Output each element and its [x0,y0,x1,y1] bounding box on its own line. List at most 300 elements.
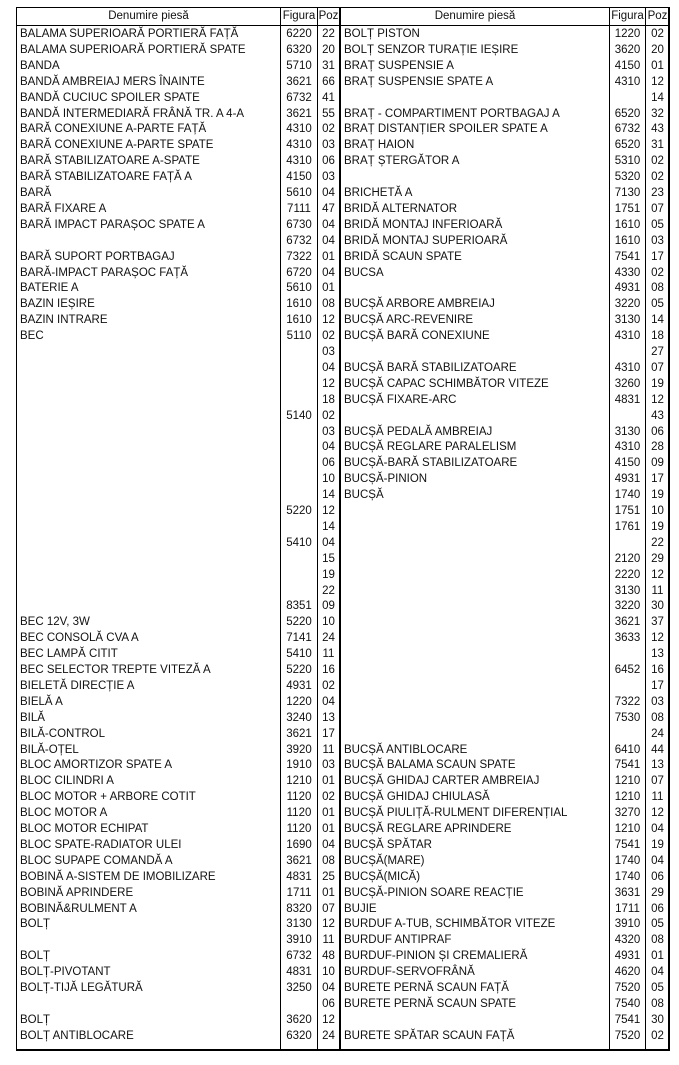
figure-number: 4150 [614,59,641,72]
part-name [17,376,283,392]
figure-number: 7322 [286,250,312,263]
position-number: 48 [322,950,335,963]
position-number: 11 [322,743,335,756]
part-name: BLOC CILINDRI A [20,775,114,788]
part-name: BUJIE [344,902,377,915]
position-number: 17 [651,473,664,486]
figure-number: 2120 [614,552,641,565]
part-name [17,344,283,360]
part-name [341,614,612,630]
position-number: 10 [322,616,335,629]
part-name: BARĂ CONEXIUNE A-PARTE SPATE [20,139,214,152]
figure-number: 1610 [286,298,312,311]
part-name: BURDUF ANTIPRAF [344,934,452,947]
position-number: 02 [322,330,335,343]
part-name [341,1012,612,1028]
figure-number: 1120 [286,791,312,804]
position-number: 32 [651,107,664,120]
figure-number: 3910 [614,918,641,931]
figure-number: 4150 [614,457,641,470]
position-number: 06 [651,870,664,883]
position-number: 03 [322,759,335,772]
part-name: BOBINĂ&RULMENT A [20,902,137,915]
part-name: BUCȘĂ FIXARE-ARC [344,393,457,406]
part-name [17,471,283,487]
position-number: 20 [322,43,335,56]
figure-number: 1120 [286,823,312,835]
part-name [17,424,283,440]
part-name: BOBINĂ APRINDERE [20,886,134,899]
figure-number [281,439,317,455]
position-number: 02 [322,679,335,692]
figure-number: 4310 [614,330,641,343]
part-name: BUCȘĂ(MICĂ) [344,870,421,883]
position-number: 02 [651,28,664,40]
position-number: 19 [651,520,664,533]
figure-number: 4931 [286,679,312,692]
part-name [17,360,283,376]
figure-number: 4931 [614,282,641,295]
part-name: BUCȘĂ BALAMA SCAUN SPATE [344,759,516,772]
figure-number: 4931 [614,473,641,486]
part-name: BLOC MOTOR + ARBORE COTIT [20,791,196,804]
figure-number: 5410 [286,648,312,661]
part-name: BURETE PERNĂ SCAUN FAȚĂ [344,982,509,994]
figure-number: 6520 [614,139,641,152]
figure-number [281,424,317,440]
part-name: BANDĂ INTERMEDIARĂ FRÂNĂ TR. A 4-A [20,107,245,120]
figure-number: 4310 [614,441,641,454]
figure-number: 1740 [614,870,641,883]
figure-number: 5320 [614,171,641,184]
part-name: BARĂ SUPORT PORTBAGAJ [20,250,175,263]
part-name: BEC 12V, 3W [20,616,90,629]
figure-number: 4931 [614,950,641,963]
left-header-figura: Figura [282,10,316,22]
position-number: 10 [322,966,335,979]
figure-number [281,360,317,376]
part-name: BURETE PERNĂ SCAUN SPATE [344,997,517,1010]
position-number: 18 [651,330,664,343]
figure-number: 1711 [615,902,640,915]
position-number: 12 [322,505,335,517]
position-number: 16 [322,664,335,676]
part-name: BUCȘĂ GHIDAJ CHIULASĂ [344,791,490,804]
position-number: 15 [322,552,335,565]
figure-number: 7541 [614,838,641,851]
figure-number: 3621 [286,727,312,740]
position-number: 03 [322,346,335,358]
position-number: 18 [322,393,335,406]
part-name: BOLȚ-TIJĂ LEGĂTURĂ [20,982,143,994]
figure-number: 3633 [614,632,641,645]
right-header-name: Denumire piesă [434,10,516,22]
part-name: BARĂ [20,187,52,199]
figure-number: 8320 [286,902,312,915]
part-name [341,710,612,726]
figure-number: 1220 [286,695,312,708]
part-name: BEC CONSOLĂ CVA A [20,632,139,645]
figure-number: 3621 [614,616,641,629]
part-name [341,567,612,583]
position-number: 12 [322,314,335,327]
position-number: 43 [651,409,664,422]
part-name [341,598,612,614]
part-name: BATERIE A [20,282,79,295]
figure-number: 4831 [286,966,312,979]
figure-number: 3130 [614,425,641,438]
position-number: 19 [651,838,664,851]
position-number: 20 [651,43,664,56]
figure-number [281,471,317,487]
parts-index-table [16,7,670,1051]
figure-number: 6320 [286,1029,312,1042]
part-name: BOLȚ [20,950,51,963]
figure-number: 7541 [614,250,641,263]
position-number: 05 [651,918,664,931]
figure-number: 7540 [614,997,641,1010]
figure-number: 6410 [614,743,641,756]
figure-number: 1610 [614,234,641,247]
position-number: 01 [322,282,335,295]
position-number: 11 [651,584,664,597]
part-name [341,280,612,296]
position-number: 09 [322,600,335,613]
figure-number: 3220 [614,600,641,613]
figure-number: 4150 [286,171,312,184]
part-name: BARĂ STABILIZATOARE A-SPATE [20,155,200,168]
figure-number [281,487,317,503]
part-name [17,996,283,1012]
figure-number: 3621 [286,75,312,88]
position-number: 05 [651,298,664,311]
position-number: 11 [322,934,335,947]
position-number: 02 [651,171,664,184]
position-number: 16 [651,664,664,676]
part-name: BUCȘĂ-PINION SOARE REACȚIE [344,886,524,899]
position-number: 08 [651,282,664,295]
position-number: 29 [651,886,664,899]
figure-number: 4310 [286,123,312,136]
position-number: 01 [322,250,335,263]
figure-number: 6220 [286,28,312,40]
figure-number [610,535,645,551]
figure-number [610,726,645,742]
position-number: 04 [322,838,335,851]
part-name: BILĂ-OȚEL [20,743,79,756]
part-name [17,408,283,424]
part-name: BRAȚ - COMPARTIMENT PORTBAGAJ A [344,107,560,120]
position-number: 01 [322,823,335,835]
part-name: BARĂ-IMPACT PARAȘOC FAȚĂ [20,266,189,279]
part-name: BRAȚ ȘTERGĂTOR A [344,155,460,168]
figure-number: 1910 [286,759,312,772]
part-name: BILĂ [20,711,45,724]
position-number: 02 [651,266,664,279]
part-name [341,662,612,678]
figure-number: 4310 [286,155,312,168]
figure-number: 3270 [614,807,641,820]
part-name: BARĂ STABILIZATOARE FAȚĂ A [20,171,192,184]
figure-number: 3220 [614,298,641,311]
figure-number: 3910 [286,934,312,947]
part-name: BARĂ IMPACT PARAȘOC SPATE A [20,218,205,231]
part-name [341,630,612,646]
part-name [17,932,283,948]
position-number: 13 [651,759,664,772]
part-name: BUCȘĂ-PINION [344,473,428,486]
figure-number: 5310 [614,155,641,168]
part-name [17,233,283,249]
part-name: BARĂ FIXARE A [20,202,107,215]
part-name: BRAȚ DISTANȚIER SPOILER SPATE A [344,123,548,136]
figure-number: 1690 [286,838,312,851]
figure-number: 1210 [286,775,312,788]
position-number: 02 [651,155,664,168]
position-number: 12 [651,807,664,820]
position-number: 06 [651,425,664,438]
position-number: 19 [651,489,664,502]
position-number: 19 [322,568,335,581]
figure-number [610,90,645,106]
figure-number: 6452 [614,664,641,676]
figure-number: 1751 [614,505,641,517]
left-header-name: Denumire piesă [108,10,189,22]
figure-number: 1220 [614,28,641,40]
figure-number: 3130 [614,584,641,597]
part-name: BOLȚ [20,1013,51,1026]
part-name: BOLȚ ANTIBLOCARE [20,1029,134,1042]
position-number: 04 [651,854,664,867]
position-number: 14 [651,91,664,104]
figure-number: 6520 [614,107,641,120]
figure-number [281,996,317,1012]
figure-number: 3631 [614,886,641,899]
part-name: BUCȘĂ-BARĂ STABILIZATOARE [344,457,518,470]
figure-number: 5110 [286,330,312,343]
part-name: BRAȚ HAION [344,139,415,152]
figure-number: 3250 [286,982,312,994]
figure-number: 5220 [286,616,312,629]
figure-number: 3920 [286,743,312,756]
part-name: BLOC MOTOR ECHIPAT [20,823,149,835]
part-name: BUCȘĂ(MARE) [344,854,425,867]
position-number: 24 [651,727,664,740]
part-name: BUCȘĂ PEDALĂ AMBREIAJ [344,425,493,438]
figure-number [610,646,645,662]
part-name [17,392,283,408]
part-name: BIELĂ A [20,695,63,708]
part-name: BEC [20,330,44,343]
part-name: BUCȘĂ CAPAC SCHIMBĂTOR VITEZE [344,377,549,390]
part-name: BUCȘĂ ARC-REVENIRE [344,314,474,327]
position-number: 22 [322,584,335,597]
part-name [341,90,612,106]
figure-number: 2220 [614,568,641,581]
position-number: 08 [322,298,335,311]
figure-number [610,408,645,424]
figure-number: 3130 [614,314,641,327]
part-name: BURDUF-SERVOFRÂNĂ [344,966,475,979]
position-number: 07 [322,902,335,915]
part-name: BRIDĂ SCAUN SPATE [344,250,462,263]
figure-number: 4310 [614,75,641,88]
position-number: 27 [651,346,664,358]
part-name: BALAMA SUPERIOARĂ PORTIERĂ SPATE [20,43,246,56]
part-name [17,567,283,583]
part-name: BALAMA SUPERIOARĂ PORTIERĂ FAȚĂ [20,28,239,40]
position-number: 25 [322,870,335,883]
part-name: BUCȘĂ ANTIBLOCARE [344,743,468,756]
part-name [341,726,612,742]
position-number: 37 [651,616,664,629]
part-name [341,169,612,185]
position-number: 03 [651,234,664,247]
figure-number: 3240 [286,711,312,724]
figure-number [281,392,317,408]
figure-number: 3620 [286,1013,312,1026]
part-name: BIELETĂ DIRECȚIE A [20,679,135,692]
position-number: 12 [322,377,335,390]
part-name: BURDUF A-TUB, SCHIMBĂTOR VITEZE [344,918,556,931]
part-name [17,519,283,535]
position-number: 24 [322,632,335,645]
position-number: 12 [651,568,664,581]
position-number: 04 [651,966,664,979]
part-name: BOLȚ PISTON [344,28,420,40]
position-number: 04 [322,218,335,231]
position-number: 30 [651,1013,664,1026]
part-name: BRICHETĂ A [344,187,413,199]
part-name: BAZIN IEȘIRE [20,298,95,311]
part-name [17,598,283,614]
position-number: 12 [651,632,664,645]
position-number: 10 [651,505,664,517]
position-number: 11 [651,791,664,804]
position-number: 47 [322,202,335,215]
part-name: BURETE SPĂTAR SCAUN FAȚĂ [344,1029,515,1042]
position-number: 19 [651,377,664,390]
figure-number: 1740 [614,854,641,867]
figure-number: 5710 [286,59,312,72]
left-header-poz: Poz [318,10,339,22]
position-number: 04 [322,266,335,279]
figure-number: 7541 [614,1013,641,1026]
position-number: 44 [651,743,664,756]
figure-number: 7322 [614,695,641,708]
figure-number: 1740 [614,489,641,502]
figure-number: 5410 [286,536,312,549]
position-number: 14 [322,489,335,502]
part-name [341,535,612,551]
figure-number: 5220 [286,505,312,517]
position-number: 04 [322,982,335,994]
figure-number: 1711 [286,886,312,899]
part-name [17,503,283,519]
part-name [17,583,283,599]
figure-number: 6732 [286,234,312,247]
position-number: 12 [651,393,664,406]
position-number: 14 [322,520,335,533]
part-name: BRAȚ SUSPENSIE A [344,59,454,72]
position-number: 06 [322,997,335,1010]
position-number: 41 [322,91,335,104]
position-number: 03 [651,695,664,708]
figure-number: 7141 [286,632,312,645]
position-number: 07 [651,202,664,215]
part-name: BUCȘĂ GHIDAJ CARTER AMBREIAJ [344,775,540,788]
part-name: BUCSA [344,266,384,279]
part-name: BOLȚ SENZOR TURAȚIE IEȘIRE [344,43,519,56]
part-name: BRIDĂ ALTERNATOR [344,202,458,215]
position-number: 09 [651,457,664,470]
position-number: 04 [322,441,335,454]
position-number: 29 [651,552,664,565]
position-number: 12 [322,918,335,931]
figure-number: 5220 [286,664,312,676]
figure-number [281,455,317,471]
part-name [341,344,612,360]
position-number: 02 [651,1029,664,1042]
position-number: 13 [322,711,335,724]
position-number: 05 [651,218,664,231]
position-number: 30 [651,600,664,613]
figure-number: 4831 [286,870,312,883]
part-name: BLOC SUPAPE COMANDĂ A [20,854,173,867]
part-name: BILĂ-CONTROL [20,727,105,740]
figure-number: 3621 [286,854,312,867]
position-number: 02 [322,409,335,422]
part-name [17,551,283,567]
position-number: 02 [322,791,335,804]
part-name [341,551,612,567]
part-name: BLOC SPATE-RADIATOR ULEI [20,838,182,851]
position-number: 08 [651,997,664,1010]
position-number: 03 [322,425,335,438]
right-header-poz: Poz [647,10,668,22]
figure-number: 5610 [286,187,312,199]
part-name [341,583,612,599]
part-name: BLOC AMORTIZOR SPATE A [20,759,173,772]
part-name: BUCȘĂ BARĂ STABILIZATOARE [344,361,517,374]
position-number: 07 [651,775,664,788]
position-number: 03 [322,139,335,152]
figure-number: 7530 [614,711,641,724]
part-name: BURDUF-PINION ȘI CREMALIERĂ [344,950,528,963]
part-name: BUCȘĂ REGLARE PARALELISM [344,441,517,454]
position-number: 07 [651,361,664,374]
position-number: 04 [651,823,664,835]
figure-number: 4310 [286,139,312,152]
figure-number: 1210 [614,791,641,804]
position-number: 02 [322,123,335,136]
position-number: 06 [322,457,335,470]
figure-number: 4310 [614,361,641,374]
figure-number: 6320 [286,43,312,56]
position-number: 05 [651,982,664,994]
figure-number [610,344,645,360]
figure-number [610,678,645,694]
position-number: 17 [322,727,335,740]
figure-number: 1751 [614,202,641,215]
part-name [341,678,612,694]
position-number: 08 [322,854,335,867]
position-number: 01 [651,950,664,963]
figure-number: 6720 [286,266,312,279]
position-number: 12 [322,1013,335,1026]
position-number: 04 [322,536,335,549]
position-number: 03 [322,171,335,184]
